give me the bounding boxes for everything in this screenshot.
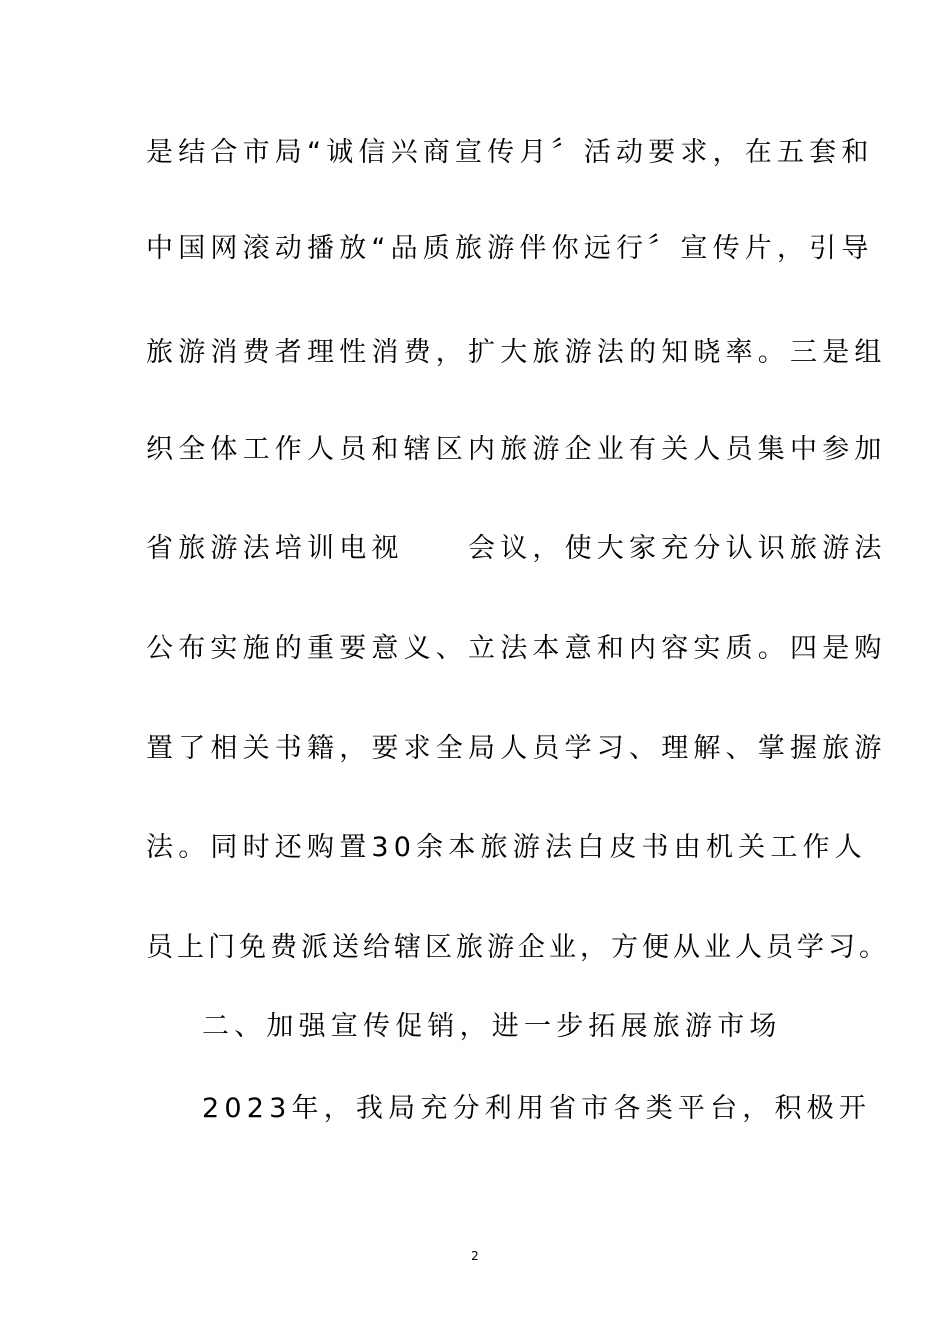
body-text-line: 织全体工作人员和辖区内旅游企业有关人员集中参加	[146, 434, 887, 465]
body-text-line: 旅游消费者理性消费，扩大旅游法的知晓率。三是组	[146, 337, 887, 368]
body-text-line: 公布实施的重要意义、立法本意和内容实质。四是购	[146, 633, 887, 664]
body-text-line: 是结合市局“诚信兴商宣传月〞活动要求，在五套和	[146, 137, 874, 168]
page-number: 2	[471, 1249, 479, 1263]
body-text-line: 法。同时还购置30余本旅游法白皮书由机关工作人	[146, 832, 867, 863]
body-text-line: 置了相关书籍，要求全局人员学习、理解、掌握旅游	[146, 733, 887, 764]
body-text-line: 中国网滚动播放“品质旅游伴你远行〞宣传片，引导	[146, 233, 874, 264]
body-text-line: 省旅游法培训电视 会议，使大家充分认识旅游法	[146, 533, 887, 564]
body-text-line: 员上门免费派送给辖区旅游企业，方便从业人员学习。	[146, 932, 890, 963]
body-text-line: 2023年，我局充分利用省市各类平台，积极开	[202, 1093, 872, 1124]
section-heading: 二、加强宣传促销，进一步拓展旅游市场	[202, 1011, 782, 1042]
